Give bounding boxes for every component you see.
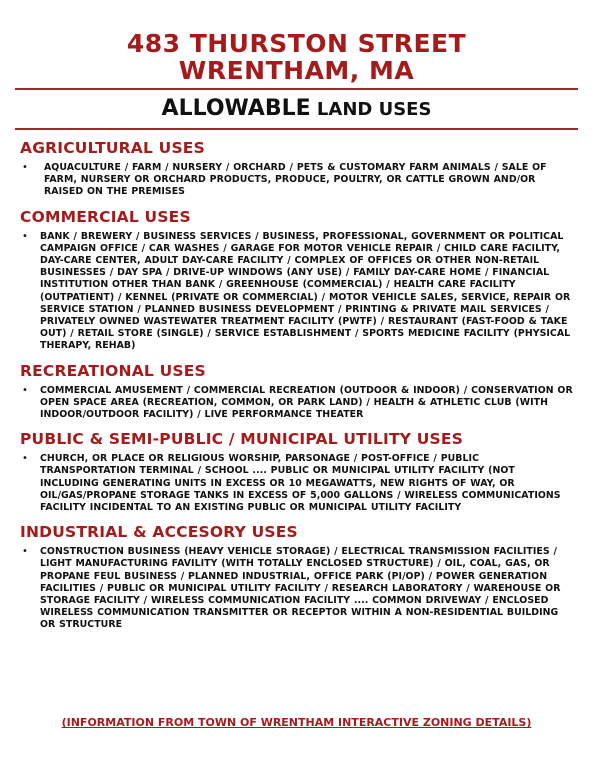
bullet-icon: • <box>22 230 28 242</box>
section-recreational <box>20 362 573 422</box>
subtitle-allowable: ALLOWABLE <box>161 96 311 121</box>
section-commercial <box>20 208 573 353</box>
section-text: AQUACULTURE / FARM / NURSERY / ORCHARD / PETS & CUSTOMARY FARM ANIMALS / SALE OF FARM, NURSERY OR ORCHARD PRODUCTS, PRODUCE, POULTRY, OR CATTLE GROWN AND/OR RAISED ON THE PREMISES <box>44 162 547 198</box>
section-title: AGRICULTURAL USES <box>20 139 205 157</box>
address-title <box>0 0 593 84</box>
section-title: RECREATIONAL USES <box>20 361 206 380</box>
list-item <box>20 546 573 631</box>
list-item <box>20 231 573 353</box>
section-agricultural <box>20 139 573 199</box>
address-line-1: 483 THURSTON STREET <box>126 29 467 58</box>
section-title: INDUSTRIAL & ACCESORY USES <box>20 523 298 542</box>
subtitle-land-uses: LAND USES <box>310 99 432 120</box>
list-item <box>20 162 573 199</box>
section-text: CONSTRUCTION BUSINESS (HEAVY VEHICLE STORAGE) / ELECTRICAL TRANSMISSION FACILITIES / LIGHT MANUFACTURING FAVILITY (WITH TOTALLY ENCLOSED STRUCTURE) / OIL, COAL, GAS, OR PROPANE FEUL BUSINESS / PLANNED INDUSTRIAL, OFFICE PARK (PI/OP) / POWER GENERATION FACILITIES / PUBLIC OR MUNICIPAL UTILITY FACILITY / RESEARCH LABORATORY / WAREHOUSE OR STORAGE FACILITY / WIRELESS COMMUNICATION FACILITY .... COMMON DRIVEWAY / ENCLOSED WIRELESS COMMUNICATION TRANSMITTER OR RECEPTOR WITHIN A NON-RESIDENTIAL BUILDING OR STRUCTURE <box>40 546 561 631</box>
divider-bottom <box>15 128 578 130</box>
section-title: PUBLIC & SEMI-PUBLIC / MUNICIPAL UTILITY USES <box>20 430 464 449</box>
source-footer: (INFORMATION FROM TOWN OF WRENTHAM INTERACTIVE ZONING DETAILS) <box>61 716 532 729</box>
address-line-2: WRENTHAM, MA <box>178 56 415 85</box>
bullet-icon: • <box>22 453 28 465</box>
page-subtitle <box>15 90 578 128</box>
section-text: COMMERCIAL AMUSEMENT / COMMERCIAL RECREATION (OUTDOOR & INDOOR) / CONSERVATION OR OPEN SPACE AREA (RECREATION, COMMON, OR PARK LAND) / HEALTH & ATHLETIC CLUB (WITH INDOOR/OUTDOOR FACILITY) / LIVE PERFORMANCE THEATER <box>40 384 573 421</box>
section-text: CHURCH, OR PLACE OR RELIGIOUS WORSHIP, PARSONAGE / POST-OFFICE / PUBLIC TRANSPORTATION TERMINAL / SCHOOL .... PUBLIC OR MUNICIPAL UTILITY FACILITY (NOT INCLUDING GENERATING UNITS IN EXCESS OR 10 MEGAWATTS, NEW RIGHTS OF WAY, OR OIL/GAS/PROPANE STORAGE TANKS IN EXCESS OF 5,000 GALLONS / WIRELESS COMMUNICATIONS FACILITY INCIDENTAL TO AN EXISTING PUBLIC OR MUNICIPAL UTILITY FACILITY <box>40 453 561 514</box>
bullet-icon: • <box>22 162 28 173</box>
section-text: BANK / BREWERY / BUSINESS SERVICES / BUSINESS, PROFESSIONAL, GOVERNMENT OR POLITICAL CAMPAIGN OFFICE / CAR WASHES / GARAGE FOR MOTOR VEHICLE REPAIR / CHILD CARE FACILITY, DAY-CARE CENTER, ADULT DAY-CARE FACILITY / COMPLEX OF OFFICES OR OTHER NON-RETAIL BUSINESSES / DAY SPA / DRIVE-UP WINDOWS (ANY USE) / FAMILY DAY-CARE HOME / FINANCIAL INSTITUTION OTHER THAN BANK / GREENHOUSE (COMMERCIAL) / HEALTH CARE FACILITY (OUTPATIENT) / KENNEL (PRIVATE OR COMMERCIAL) / MOTOR VEHICLE SALES, SERVICE, REPAIR OR SERVICE STATION / PLANNED BUSINESS DEVELOPMENT / PRINTING & PRIVATE MAIL SERVICES / PRIVATELY OWNED WASTEWATER TREATMENT FACILITY (PWTF) / RESTAURANT (FAST-FOOD & TAKE OUT) / RETAIL STORE (SINGLE) / SERVICE ESTABLISHMENT / SPORTS MEDICINE FACILITY (PHYSICAL THERAPY, REHAB) <box>40 230 571 352</box>
list-item <box>20 385 573 422</box>
list-item <box>20 453 573 514</box>
section-industrial <box>20 523 573 631</box>
bullet-icon: • <box>22 546 28 558</box>
bullet-icon: • <box>22 384 28 396</box>
section-public-utility <box>20 430 573 514</box>
section-title: COMMERCIAL USES <box>20 207 191 226</box>
